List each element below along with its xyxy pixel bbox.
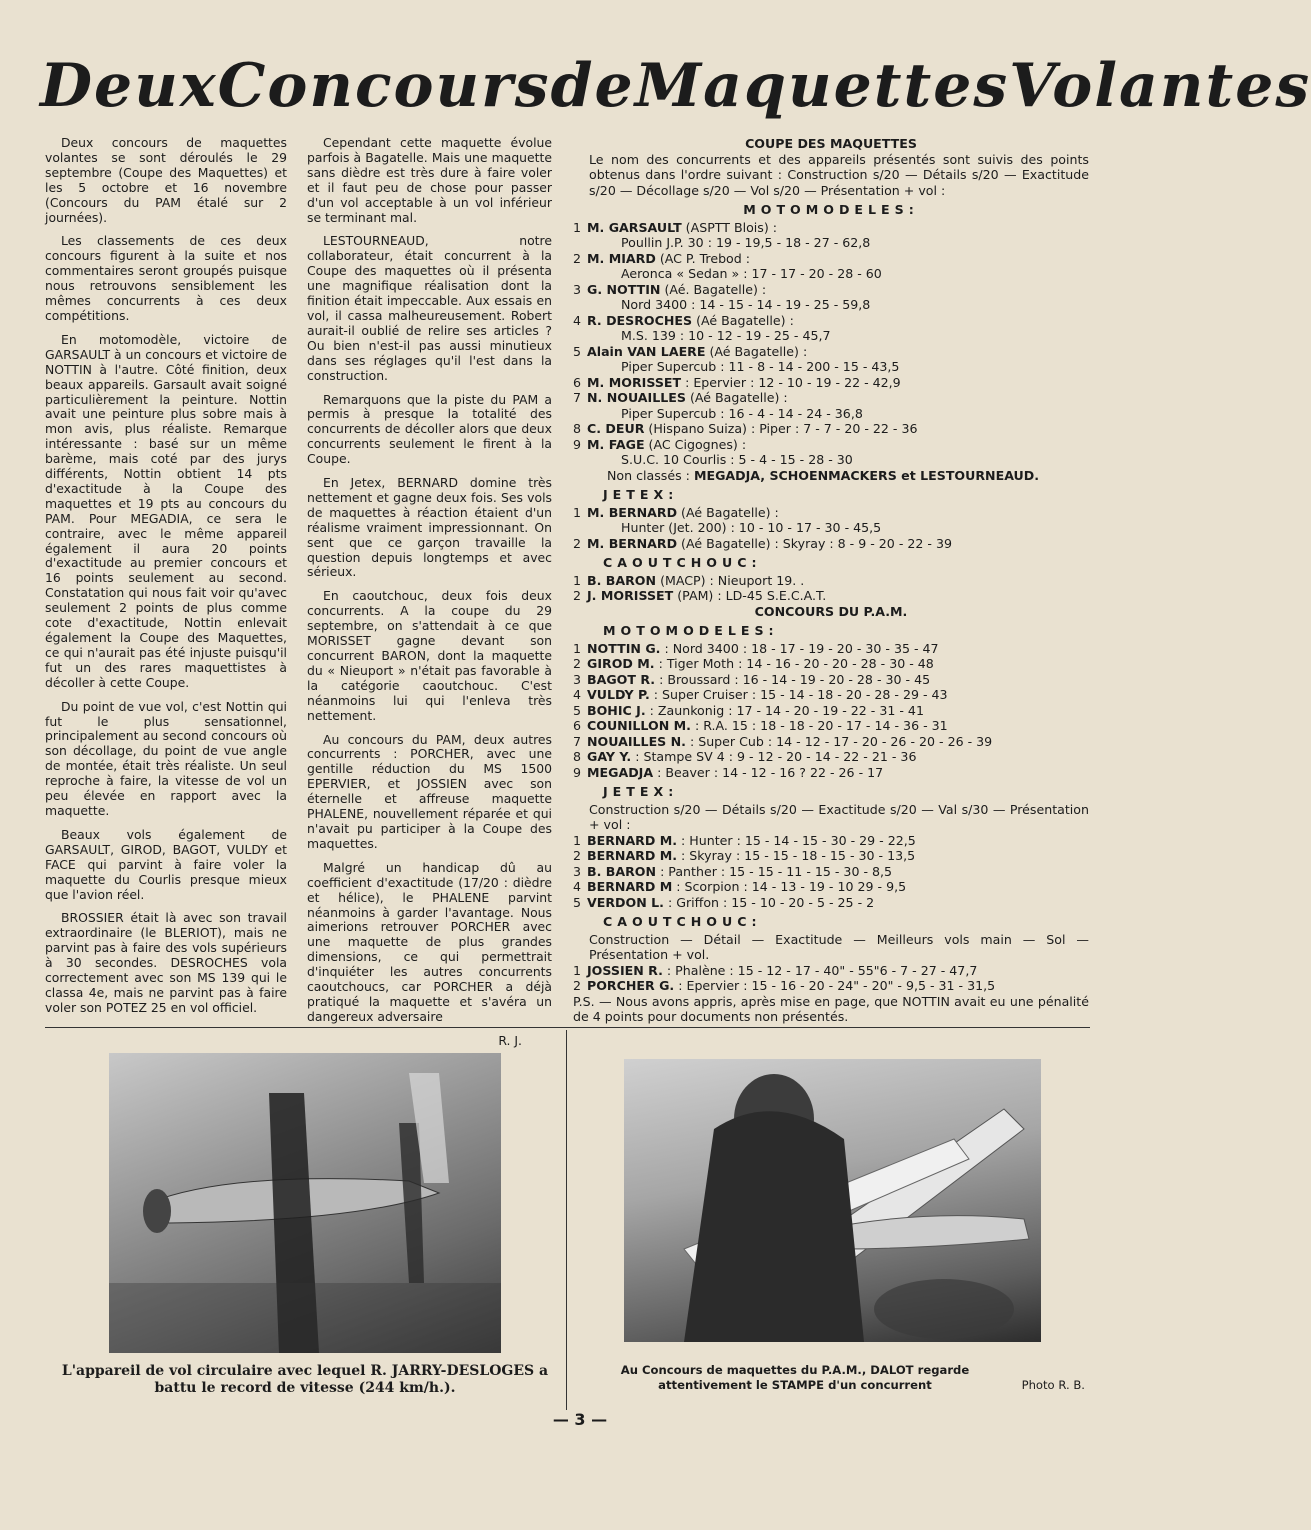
result-scores: Piper Supercub : 11 - 8 - 14 - 200 - 15 - 43,5	[621, 359, 900, 374]
result-rank: 2	[573, 978, 582, 993]
title-word: Volantes	[1009, 51, 1311, 121]
title-word: Deux	[40, 51, 218, 121]
photo-circular-flight-model	[109, 1053, 501, 1353]
result-entry	[587, 687, 1089, 703]
competitor-name: VULDY P.	[587, 687, 650, 702]
title-word: Concours	[217, 51, 551, 121]
competitor-name: C. DEUR	[587, 421, 645, 436]
category-heading: MOTOMODELES:	[743, 202, 919, 217]
result-details: : Epervier : 15 - 16 - 20 - 24" - 20" - 9,5 - 31 - 31,5	[674, 978, 996, 993]
result-rank: 2	[573, 535, 582, 551]
result-details: (Aé. Bagatelle) :	[660, 281, 767, 297]
category-heading: MOTOMODELES:	[603, 623, 779, 638]
result-row	[573, 978, 1089, 994]
result-details: (AC Cigognes) :	[644, 436, 747, 452]
result-row	[573, 251, 1089, 267]
results-heading-pam: CONCOURS DU P.A.M.	[754, 603, 908, 619]
competitor-name: GIROD M.	[587, 656, 655, 671]
result-row	[573, 437, 1089, 453]
result-entry	[587, 536, 1089, 552]
result-rank: 4	[573, 687, 582, 702]
result-entry	[587, 282, 1089, 298]
competitor-name: M. BERNARD	[587, 504, 678, 520]
result-entry	[587, 765, 1089, 781]
result-row	[573, 895, 1089, 911]
competitor-name: BERNARD M.	[587, 832, 678, 848]
category-heading: CAOUTCHOUC:	[603, 555, 762, 570]
result-row	[573, 220, 1089, 236]
model-plane-illustration	[109, 1053, 501, 1353]
result-row	[573, 848, 1089, 864]
result-row	[573, 505, 1089, 521]
paragraph: Cependant cette maquette évolue parfois à Bagatelle. Mais une maquette sans dièdre est très dure à faire voler et il faut peu de chose pour passer d'un vol acceptable à un vol inférieur se terminant mal.	[307, 135, 552, 225]
paragraph: Au concours du PAM, deux autres concurrents : PORCHER, avec une gentille réduction du MS 1500 EPERVIER, et JOSSIEN avec son éternelle et affreuse maquette PHALENE, nouvellement réparée et qui n'avait pu participer à la Coupe des maquettes.	[307, 731, 552, 851]
results-intro: Le nom des concurrents et des appareils présentés sont suivis des points obtenus dans l'ordre suivant : Construction s/20 — Détails s/20 — Exactitude s/20 — Décollage s/20 — Vol s/20 — Présentation + vol :	[589, 151, 1089, 198]
result-entry	[587, 390, 1089, 406]
result-entry	[587, 641, 1089, 657]
category-heading: CAOUTCHOUC:	[603, 914, 762, 929]
competitor-name: Alain VAN LAERE	[587, 343, 706, 359]
title-word: Maquettes	[634, 51, 1010, 121]
result-row	[573, 536, 1089, 552]
result-details: (Aé Bagatelle) :	[692, 312, 794, 328]
results-list-moto1	[573, 220, 1089, 468]
result-entry	[587, 313, 1089, 329]
result-details: : Zaunkonig : 17 - 14 - 20 - 19 - 22 - 31 - 41	[645, 702, 924, 718]
result-rank: 5	[573, 343, 582, 359]
competitor-name: B. BARON	[587, 863, 657, 879]
result-details: : Scorpion : 14 - 13 - 19 - 10 29 - 9,5	[672, 879, 907, 894]
result-details: (Aé Bagatelle) :	[685, 390, 788, 405]
result-scores: Piper Supercub : 16 - 4 - 14 - 24 - 36,8	[621, 405, 863, 421]
result-scores: Poullin J.P. 30 : 19 - 19,5 - 18 - 27 - 62,8	[621, 235, 871, 250]
result-rank: 8	[573, 421, 582, 436]
category-heading: JETEX:	[603, 784, 679, 799]
result-rank: 7	[573, 390, 582, 405]
result-row	[573, 375, 1089, 391]
result-entry	[587, 833, 1089, 849]
results-list-caout2	[573, 963, 1089, 994]
paragraph: BROSSIER était là avec son travail extraordinaire (le BLERIOT), mais ne parvint pas à faire des vols supérieurs à 30 secondes. DESROCHES vola correctement avec son MS 139 qui le classa 4e, mais ne parvint pas à faire voler son POTEZ 25 en vol officiel.	[45, 910, 287, 1015]
competitor-name: BAGOT R.	[587, 671, 656, 687]
results-list-moto2	[573, 641, 1089, 781]
result-row	[573, 313, 1089, 329]
result-rank: 8	[573, 749, 582, 764]
result-row	[573, 421, 1089, 437]
result-rank: 2	[573, 848, 582, 863]
result-entry	[587, 718, 1089, 734]
result-entry	[587, 251, 1089, 267]
caoutchouc-intro: Construction — Détail — Exactitude — Meilleurs vols main — Sol — Présentation + vol.	[589, 931, 1089, 962]
result-entry	[587, 437, 1089, 453]
result-scores: Hunter (Jet. 200) : 10 - 10 - 17 - 30 - 45,5	[621, 520, 882, 535]
result-rank: 1	[573, 504, 582, 520]
result-entry	[587, 588, 1089, 604]
competitor-name: J. MORISSET	[587, 588, 674, 603]
result-details: : Hunter : 15 - 14 - 15 - 30 - 29 - 22,5	[677, 832, 916, 848]
caption-text: Au Concours de maquettes du P.A.M., DALOT regarde attentivement le STAMPE d'un concurrent	[620, 1363, 970, 1392]
photo-caption-2	[575, 1363, 1085, 1393]
paragraph: En motomodèle, victoire de GARSAULT à un concours et victoire de NOTTIN à l'autre. Côté finition, deux beaux appareils. Garsault avait soigné particulièrement la peinture. Nottin avait une peinture plus sobre mais à mon avis, plus réaliste. Remarque intéressante : basé sur un même barème, mais coté par des jurys différents, Nottin obtient 14 pts d'exactitude à la Coupe des maquettes et 19 pts au concours du PAM. Pour MEGADIA, ce sera le contraire, avec le même appareil également il aura 20 points d'exactitude au premier concours et 16 points seulement au second. Constatation qui nous fait voir qu'avec seulement 2 points de plus comme cote d'exactitude, Nottin enlevait également la Coupe des Maquettes, ce qui n'aurait pas été injuste puisqu'il fut un des rares maquettistes à décoller à cette Coupe.	[45, 331, 287, 690]
result-details: : Stampe SV 4 : 9 - 12 - 20 - 14 - 22 - 21 - 36	[631, 749, 917, 764]
result-rank: 7	[573, 733, 582, 749]
competitor-name: JOSSIEN R.	[587, 962, 663, 978]
result-row	[573, 344, 1089, 360]
result-row	[573, 703, 1089, 719]
result-entry	[587, 703, 1089, 719]
result-row	[573, 879, 1089, 895]
category-heading: JETEX:	[603, 487, 679, 502]
result-entry	[587, 895, 1089, 911]
result-row	[573, 573, 1089, 589]
paragraph: Remarquons que la piste du PAM a permis à presque la totalité des concurrents de décoller alors que deux concurrents seulement le firent à la Coupe.	[307, 391, 552, 467]
competitor-name: BOHIC J.	[587, 702, 646, 718]
result-details: : Skyray : 15 - 15 - 18 - 15 - 30 - 13,5	[677, 848, 916, 863]
result-details: : Epervier : 12 - 10 - 19 - 22 - 42,9	[681, 374, 901, 390]
result-rank: 2	[573, 656, 582, 671]
result-entry	[587, 220, 1089, 236]
result-row	[573, 390, 1089, 406]
result-row	[573, 641, 1089, 657]
result-details: (ASPTT Blois) :	[681, 219, 778, 235]
result-row	[573, 656, 1089, 672]
photo-credit: Photo R. B.	[1021, 1378, 1085, 1392]
result-row	[573, 734, 1089, 750]
result-rank: 1	[573, 962, 582, 978]
result-rank: 5	[573, 894, 582, 910]
result-rank: 6	[573, 374, 582, 390]
competitor-name: PORCHER G.	[587, 978, 675, 993]
result-rank: 1	[573, 572, 582, 588]
competitor-name: MEGADJA	[587, 764, 654, 780]
result-entry	[587, 978, 1089, 994]
paragraph: Du point de vue vol, c'est Nottin qui fut le plus sensationnel, principalement au second concours où son décollage, du point de vue angle de montée, était très réaliste. Un seul reproche à faire, la vitesse de vol un peu élevée en rapport avec la maquette.	[45, 698, 287, 818]
title-word: de	[550, 51, 635, 121]
competitor-name: NOUAILLES N.	[587, 733, 686, 749]
result-details: (Hispano Suiza) : Piper : 7 - 7 - 20 - 22 - 36	[644, 421, 918, 436]
result-entry	[587, 656, 1089, 672]
result-details: : Broussard : 16 - 14 - 19 - 20 - 28 - 30 - 45	[655, 671, 931, 687]
paragraph: Les classements de ces deux concours figurent à la suite et nos commentaires seront groupés puisque nous retrouvons sensiblement les mêmes concurrents à ces deux compétitions.	[45, 233, 287, 323]
result-entry	[587, 421, 1089, 437]
non-classes-names: MEGADJA, SCHOENMACKERS et LESTOURNEAUD.	[693, 467, 1040, 483]
non-classes	[607, 468, 1089, 484]
result-entry	[587, 864, 1089, 880]
paragraph: LESTOURNEAUD, notre collaborateur, était concurrent à la Coupe des maquettes où il présenta une magnifique réalisation dont la finition était impeccable. Aux essais en vol, il cassa malheureusement. Robert aurait-il oublié de relire ses articles ? Ou bien n'est-il pas aussi minutieux dans ses réglages qu'il l'est dans la construction.	[307, 233, 552, 383]
result-rank: 1	[573, 832, 582, 848]
result-details: (PAM) : LD-45 S.E.C.A.T.	[673, 588, 827, 603]
result-entry	[587, 344, 1089, 360]
photo-stampe-model	[624, 1059, 1041, 1342]
result-rank: 3	[573, 863, 582, 879]
result-entry	[587, 848, 1089, 864]
result-details: : Beaver : 14 - 12 - 16 ? 22 - 26 - 17	[653, 764, 884, 780]
competitor-name: R. DESROCHES	[587, 312, 693, 328]
result-rank: 2	[573, 250, 582, 266]
result-rank: 3	[573, 281, 582, 297]
competitor-name: M. MIARD	[587, 250, 656, 266]
result-row	[573, 672, 1089, 688]
jetex-intro: Construction s/20 — Détails s/20 — Exactitude s/20 — Val s/30 — Présentation + vol :	[589, 801, 1089, 832]
result-row	[573, 687, 1089, 703]
result-details: : Griffon : 15 - 10 - 20 - 5 - 25 - 2	[663, 894, 875, 910]
competitor-name: M. MORISSET	[587, 374, 682, 390]
result-details: : Tiger Moth : 14 - 16 - 20 - 20 - 28 - 30 - 48	[654, 656, 934, 671]
result-rank: 1	[573, 640, 582, 656]
postscript: P.S. — Nous avons appris, après mise en page, que NOTTIN avait eu une pénalité de 4 points pour documents non présentés.	[573, 993, 1089, 1024]
paragraph: Deux concours de maquettes volantes se sont déroulés le 29 septembre (Coupe des Maquettes) et les 5 octobre et 16 novembre (Concours du PAM étalé sur 2 journées).	[45, 135, 287, 225]
result-details: : Super Cruiser : 15 - 14 - 18 - 20 - 28 - 29 - 43	[649, 687, 948, 702]
results-list-jetex2	[573, 833, 1089, 911]
result-row	[573, 749, 1089, 765]
result-entry	[587, 573, 1089, 589]
result-rank: 1	[573, 219, 582, 235]
competitor-name: G. NOTTIN	[587, 281, 661, 297]
author-signature: R. J.	[498, 1032, 522, 1048]
result-scores: Aeronca « Sedan » : 17 - 17 - 20 - 28 - 60	[621, 266, 882, 281]
result-rank: 6	[573, 718, 582, 733]
result-rank: 4	[573, 312, 582, 328]
result-entry	[587, 963, 1089, 979]
competitor-name: M. BERNARD	[587, 535, 678, 551]
result-row	[573, 963, 1089, 979]
result-row	[573, 718, 1089, 734]
result-details: (Aé Bagatelle) :	[677, 504, 779, 520]
result-row	[573, 588, 1089, 604]
result-scores: M.S. 139 : 10 - 12 - 19 - 25 - 45,7	[621, 328, 831, 343]
competitor-name: NOTTIN G.	[587, 640, 661, 656]
photo-caption-1: L'appareil de vol circulaire avec lequel R. JARRY-DESLOGES a battu le record de vitesse (244 km/h.).	[61, 1363, 549, 1396]
result-rank: 4	[573, 879, 582, 894]
result-details: (Aé Bagatelle) : Skyray : 8 - 9 - 20 - 22 - 39	[677, 535, 952, 551]
result-rank: 9	[573, 436, 582, 452]
paragraph: Beaux vols également de GARSAULT, GIROD, BAGOT, VULDY et FACE qui parvint à faire voler la maquette du Courlis presque mieux que l'avion réel.	[45, 826, 287, 902]
result-details: : Nord 3400 : 18 - 17 - 19 - 20 - 30 - 35 - 47	[660, 640, 939, 656]
result-entry	[587, 879, 1089, 895]
result-row	[573, 282, 1089, 298]
competitor-name: BERNARD M	[587, 879, 673, 894]
competitor-name: M. GARSAULT	[587, 219, 682, 235]
competitor-name: COUNILLON M.	[587, 718, 691, 733]
result-rank: 9	[573, 764, 582, 780]
result-row	[573, 833, 1089, 849]
result-details: : Phalène : 15 - 12 - 17 - 40" - 55"6 - 7 - 27 - 47,7	[662, 962, 978, 978]
results-list-caout1	[573, 573, 1089, 604]
paragraph: Malgré un handicap dû au coefficient d'exactitude (17/20 : dièdre et hélice), le PHALENE parvint néanmoins à garder l'avantage. Nous aimerions retrouver PORCHER avec une maquette de plus grandes dimensions, ce qui permettrait d'inquiéter les autres concurrents caoutchoucs, car PORCHER a déjà pratiqué la maquette et s'avéra un dangereux adversaire	[307, 859, 552, 1024]
results-column	[573, 136, 1089, 1025]
competitor-name: BERNARD M.	[587, 848, 678, 863]
competitor-name: B. BARON	[587, 572, 657, 588]
result-entry	[587, 749, 1089, 765]
result-row	[573, 765, 1089, 781]
page-title	[40, 46, 1311, 126]
result-scores: Nord 3400 : 14 - 15 - 14 - 19 - 25 - 59,8	[621, 297, 871, 312]
result-rank: 5	[573, 702, 582, 718]
result-scores: S.U.C. 10 Courlis : 5 - 4 - 15 - 28 - 30	[621, 452, 853, 467]
result-details: (AC P. Trebod :	[655, 250, 751, 266]
article-column-1	[45, 136, 287, 1025]
competitor-name: GAY Y.	[587, 749, 632, 764]
page-number: — 3 —	[552, 1410, 608, 1429]
result-entry	[587, 734, 1089, 750]
divider	[45, 1027, 1090, 1028]
result-rank: 2	[573, 588, 582, 603]
paragraph: En Jetex, BERNARD domine très nettement et gagne deux fois. Ses vols de maquettes à réaction étaient d'un réalisme vraiment impressionnant. On sent que ce garçon travaille la question depuis longtemps et avec sérieux.	[307, 475, 552, 580]
results-list-jetex1	[573, 505, 1089, 552]
divider	[566, 1030, 567, 1410]
result-rank: 3	[573, 671, 582, 687]
non-classes-label: Non classés :	[607, 467, 694, 483]
result-entry	[587, 672, 1089, 688]
result-details: (MACP) : Nieuport 19. .	[656, 572, 805, 588]
stampe-biplane-illustration	[624, 1059, 1041, 1342]
paragraph: En caoutchouc, deux fois deux concurrents. A la coupe du 29 septembre, on s'attendait à ce que MORISSET gagne devant son concurrent BARON, dont la maquette du « Nieuport » n'était pas favorable à la catégorie caoutchouc. C'est néanmoins lui qui l'enleva très nettement.	[307, 588, 552, 723]
competitor-name: VERDON L.	[587, 894, 664, 910]
results-heading-coupe: COUPE DES MAQUETTES	[745, 136, 917, 151]
article-column-2	[307, 136, 552, 1049]
result-details: (Aé Bagatelle) :	[705, 343, 808, 359]
competitor-name: N. NOUAILLES	[587, 390, 686, 405]
result-details: : Panther : 15 - 15 - 11 - 15 - 30 - 8,5	[656, 863, 893, 879]
result-entry	[587, 375, 1089, 391]
result-row	[573, 864, 1089, 880]
result-details: : Super Cub : 14 - 12 - 17 - 20 - 26 - 20 - 26 - 39	[685, 733, 993, 749]
competitor-name: M. FAGE	[587, 436, 645, 452]
result-details: : R.A. 15 : 18 - 18 - 20 - 17 - 14 - 36 - 31	[690, 718, 948, 733]
result-entry	[587, 505, 1089, 521]
